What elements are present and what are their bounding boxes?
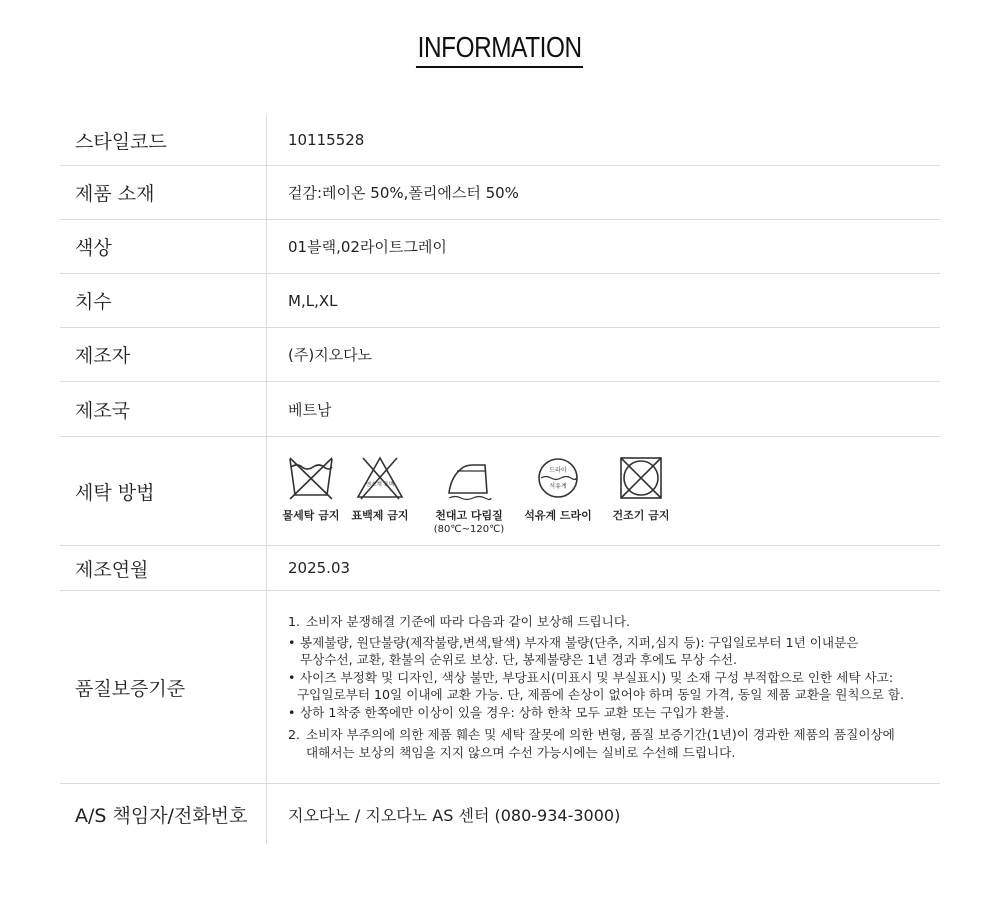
- row-label: 제품 소재: [60, 166, 267, 219]
- row-label: 치수: [60, 274, 267, 327]
- no-water-wash-icon: [287, 455, 335, 501]
- care-item-iron: [419, 455, 519, 535]
- care-item-no-wash: [281, 455, 341, 523]
- care-caption: 천대고 다림질: [435, 509, 503, 522]
- spec-row-as: [60, 784, 940, 844]
- care-icons: [267, 437, 940, 545]
- care-item-dry-clean: [519, 455, 597, 523]
- spec-row-size: [60, 274, 940, 328]
- spec-row-material: [60, 166, 940, 220]
- care-subcaption: (80℃~120℃): [433, 524, 505, 535]
- item-number: 1.: [288, 614, 301, 629]
- care-caption: 물세탁 금지: [282, 509, 340, 522]
- row-value: 겉감:레이온 50%,폴리에스터 50%: [288, 184, 519, 202]
- care-item-no-dryer: [597, 455, 685, 523]
- petroleum-dry-clean-icon: [535, 455, 581, 501]
- care-caption: 건조기 금지: [612, 509, 670, 522]
- quality-bullet-1a: 봉제불량, 원단불량(제작불량,변색,탈색) 부자재 불량(단추, 지퍼,심지 등): 구입일로부터 1년 이내분은: [300, 634, 859, 650]
- row-value: 베트남: [288, 400, 332, 419]
- spec-table: [60, 115, 940, 844]
- spec-row-maker: [60, 328, 940, 382]
- quality-bullet-2a: 사이즈 부정확 및 디자인, 색상 불만, 부당표시(미표시 및 부실표시) 및 소재 구성 부적합으로 인한 세탁 사고:: [300, 669, 894, 685]
- spec-row-wash: [60, 437, 940, 546]
- quality-bullet-3: 상하 1착중 한쪽에만 이상이 있을 경우: 상하 한착 모두 교환 또는 구입가 환불.: [300, 704, 730, 720]
- row-value: (주)지오다노: [288, 346, 373, 364]
- dry-clean-bottom-label: 석유계: [549, 483, 567, 490]
- spec-row-quality: [60, 591, 940, 784]
- spec-row-country: [60, 382, 940, 437]
- quality-bullet-1b: 무상수선, 교환, 환불의 순위로 보상. 단, 봉제불량은 1년 경과 후에도 무상 수선.: [300, 652, 738, 667]
- quality-bullet-2b: 구입일로부터 10일 이내에 교환 가능. 단, 제품에 손상이 없어야 하며 동일 가격, 동일 제품 교환을 원칙으로 함.: [297, 687, 905, 702]
- quality-item-1: 소비자 분쟁해결 기준에 따라 다음과 같이 보상해 드립니다.: [306, 614, 630, 629]
- row-label: 제조국: [60, 382, 267, 436]
- row-label: A/S 책임자/전화번호: [60, 784, 267, 844]
- bullet: •: [288, 704, 296, 720]
- item-number: 2.: [288, 727, 301, 742]
- spec-row-style-code: [60, 115, 940, 166]
- row-value: 지오다노 / 지오다노 AS 센터 (080-934-3000): [288, 805, 621, 825]
- row-value: 10115528: [288, 131, 365, 149]
- care-item-no-bleach: [341, 455, 419, 523]
- quality-text: [267, 591, 940, 783]
- bleach-inner-label: 염소계 표백: [365, 482, 395, 488]
- row-value: 2025.03: [288, 559, 351, 577]
- page-title: INFORMATION: [416, 32, 583, 68]
- spec-row-color: [60, 220, 940, 274]
- row-label: 제조자: [60, 328, 267, 381]
- bullet: •: [288, 669, 296, 685]
- row-value: M,L,XL: [288, 291, 338, 310]
- row-label: 색상: [60, 220, 267, 273]
- no-tumble-dry-icon: [618, 455, 664, 501]
- care-caption: 석유계 드라이: [524, 509, 592, 522]
- iron-icon: [445, 455, 493, 501]
- no-bleach-icon: [355, 455, 405, 501]
- quality-item-2a: 소비자 부주의에 의한 제품 훼손 및 세탁 잘못에 의한 변형, 품질 보증기간(1년)이 경과한 제품의 품질이상에: [306, 727, 895, 742]
- row-label: 세탁 방법: [60, 437, 267, 545]
- row-label: 스타일코드: [60, 115, 267, 165]
- dry-clean-top-label: 드라이: [549, 467, 567, 474]
- quality-item-2b: 대해서는 보상의 책임을 지지 않으며 수선 가능시에는 실비로 수선해 드립니다.: [306, 744, 736, 760]
- bullet: •: [288, 634, 296, 650]
- row-label: 품질보증기준: [60, 591, 267, 783]
- spec-row-date: [60, 546, 940, 591]
- care-caption: 표백제 금지: [351, 509, 409, 522]
- row-value: 01블랙,02라이트그레이: [288, 238, 447, 256]
- row-label: 제조연월: [60, 546, 267, 590]
